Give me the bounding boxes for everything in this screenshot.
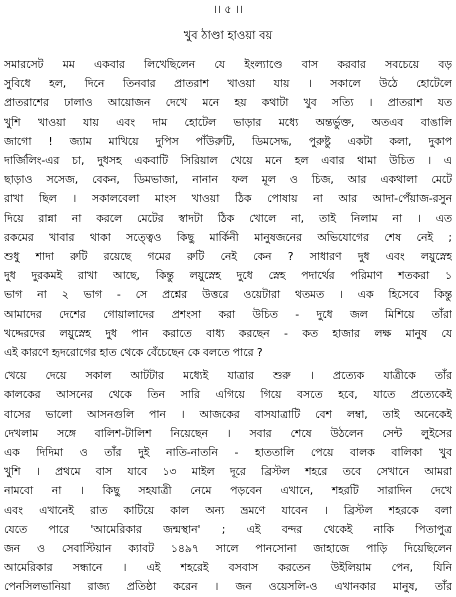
text-line: খুশি । প্রথমে বাস যাবে ১৩ মাইল দূরে ব্রিস্টল শহরে তবে সেখানে আমরা	[4, 465, 452, 479]
text-line: নামবো না । কিছু সহযাত্রী নেমে পড়বেন এখানে, শহরটি সারাদিন দেখে	[4, 484, 452, 498]
text-line: খদ্দেরদের লয়ুস্নেহ দুধ পান করাতে বাধ্য করছেন - কত হাজার লক্ষ মানুষ যে	[4, 326, 452, 340]
text-line: ভাগ না ২ ভাগ - সে প্রশ্নের উত্তরে ওয়েটারা থতমত । এক হিসেবে কিন্তু	[4, 288, 452, 302]
text-line: দিয়ে রান্না না করলে মেটের স্বাদটা ঠিক খোলে না, তাই নিলাম না । এত	[4, 211, 452, 225]
text-line: পেনসিলভানিয়া রাজ্য প্রতিষ্ঠা করেন । জন ওয়েসলি-ও এখানকার মানুষ, তাঁর	[4, 580, 452, 594]
text-line: সুবিধে হল, দিনে তিনবার প্রাতরাশ খাওয়া যায় । সকালে উঠে হোটেলে	[4, 77, 452, 91]
paragraph-1	[4, 55, 452, 362]
text-line: দুধ দুরকমই রাখা আছে, কিন্তু লয়ুস্নেহ দুধে স্নেহ পদার্থের পরিমাণ শতকরা ১	[4, 269, 452, 283]
text-line: এবং এখানেই রাত কাটিয়ে কাল অন্য ভ্রমণে যাবেন । ব্রিস্টল শহরকে বলা	[4, 503, 452, 517]
text-line: শুধু শাদা রুটি রয়েছে গমের রুটি নেই কেন ? সাধারণ দুধ এবং লয়ুস্নেহ	[4, 250, 452, 264]
paragraph-2	[4, 366, 452, 596]
text-line: খুশি খাওয়া যায় এবং দাম হোটেল ভাড়ার মধ্যে অন্তর্ভুক্ত, অতএব বাঙালি	[4, 115, 452, 129]
text-line: দার্জিলিং-এর চা, দুধসহ একবাটি সিরিয়াল খেয়ে মনে হল এবার থামা উচিত । এ	[4, 154, 452, 168]
text-line: ছাড়াও সসেজ, বেকন, ডিমভাজা, নানান ফল মূল ও চিজ, আর একথালা মেটে	[4, 173, 452, 187]
text-line: আমেরিকার সন্ধানে । এই শহরেই বসবাস করতেন উইলিয়াম পেন, যিনি	[4, 561, 452, 575]
chapter-title: খুব ঠাণ্ডা হাওয়া বয়	[183, 28, 273, 42]
text-line: কালকের আসনের থেকে তিন সারি এগিয়ে গিয়ে বসতে হবে, যাতে প্রত্যেকেই	[4, 388, 452, 402]
text-line: যেতে পারে 'আমেরিকার জন্মস্থান' ; এই বন্দর থেকেই নাকি পিতাপুত্র	[4, 522, 452, 536]
text-line: জন ও সেবাস্টিয়ান ক্যাবট ১৪৯৭ সালে পানসোনা জাহাজে পাড়ি দিয়েছিলেন	[4, 542, 452, 556]
text-line: রাখা ছিল । সকালবেলা মাংস খাওয়া ঠিক পোষায় না আর আদা-পেঁয়াজ-রসুন	[4, 192, 452, 206]
text-line: প্রাতরাশের ঢালাও আয়োজন দেখে মনে হয় কথাটা খুব সত্যি । প্রাতরাশ যত	[4, 96, 452, 110]
text-line: জাগো ! জ্যাম মাখিয়ে দুপিস পাঁউরুটি, ডিমসেদ্ধ, পুরুষ্টু একটা কলা, দুকাপ	[4, 134, 452, 148]
text-line: রকমের খাবার থাকা সত্ত্বেও কিছু মার্কিনী মানুষজনের অভিযোগের শেষ নেই ;	[4, 230, 452, 244]
text-line: দেখলাম সঙ্গে বালিশ-টালিশ নিয়েছেন । সবার শেষে উঠলেন সেন্ট লুইসের	[4, 426, 452, 440]
text-line: এই কারণে হৃদরোগের হাত থেকে বেঁচেছেন কে বলতে পারে ?	[4, 346, 263, 360]
page-number: ।। ৫ ।।	[213, 3, 243, 16]
text-line: এক দিদিমা ও তাঁর দুই নাতি-নাতনি - হাততালি পেয়ে বালক বালিকা খুব	[4, 446, 452, 460]
text-line: বাসের ভালো আসনগুলি পান । আজকের বাসযাত্রাটি বেশ লম্বা, তাই অনেকেই	[4, 407, 452, 421]
text-line: আমাদের দেশের গোয়ালাদের প্রশংসা করা উচিত - দুধে জল মিশিয়ে তাঁরা	[4, 307, 452, 321]
text-line: সমারসেট মম একবার লিখেছিলেন যে ইংল্যাণ্ডে বাস করবার সবচেয়ে বড়	[4, 58, 452, 71]
text-line: খেয়ে দেয়ে সকাল আটটার মধ্যেই যাত্রার শুরু । প্রত্যেক যাত্রীকে তাঁর	[4, 369, 452, 383]
